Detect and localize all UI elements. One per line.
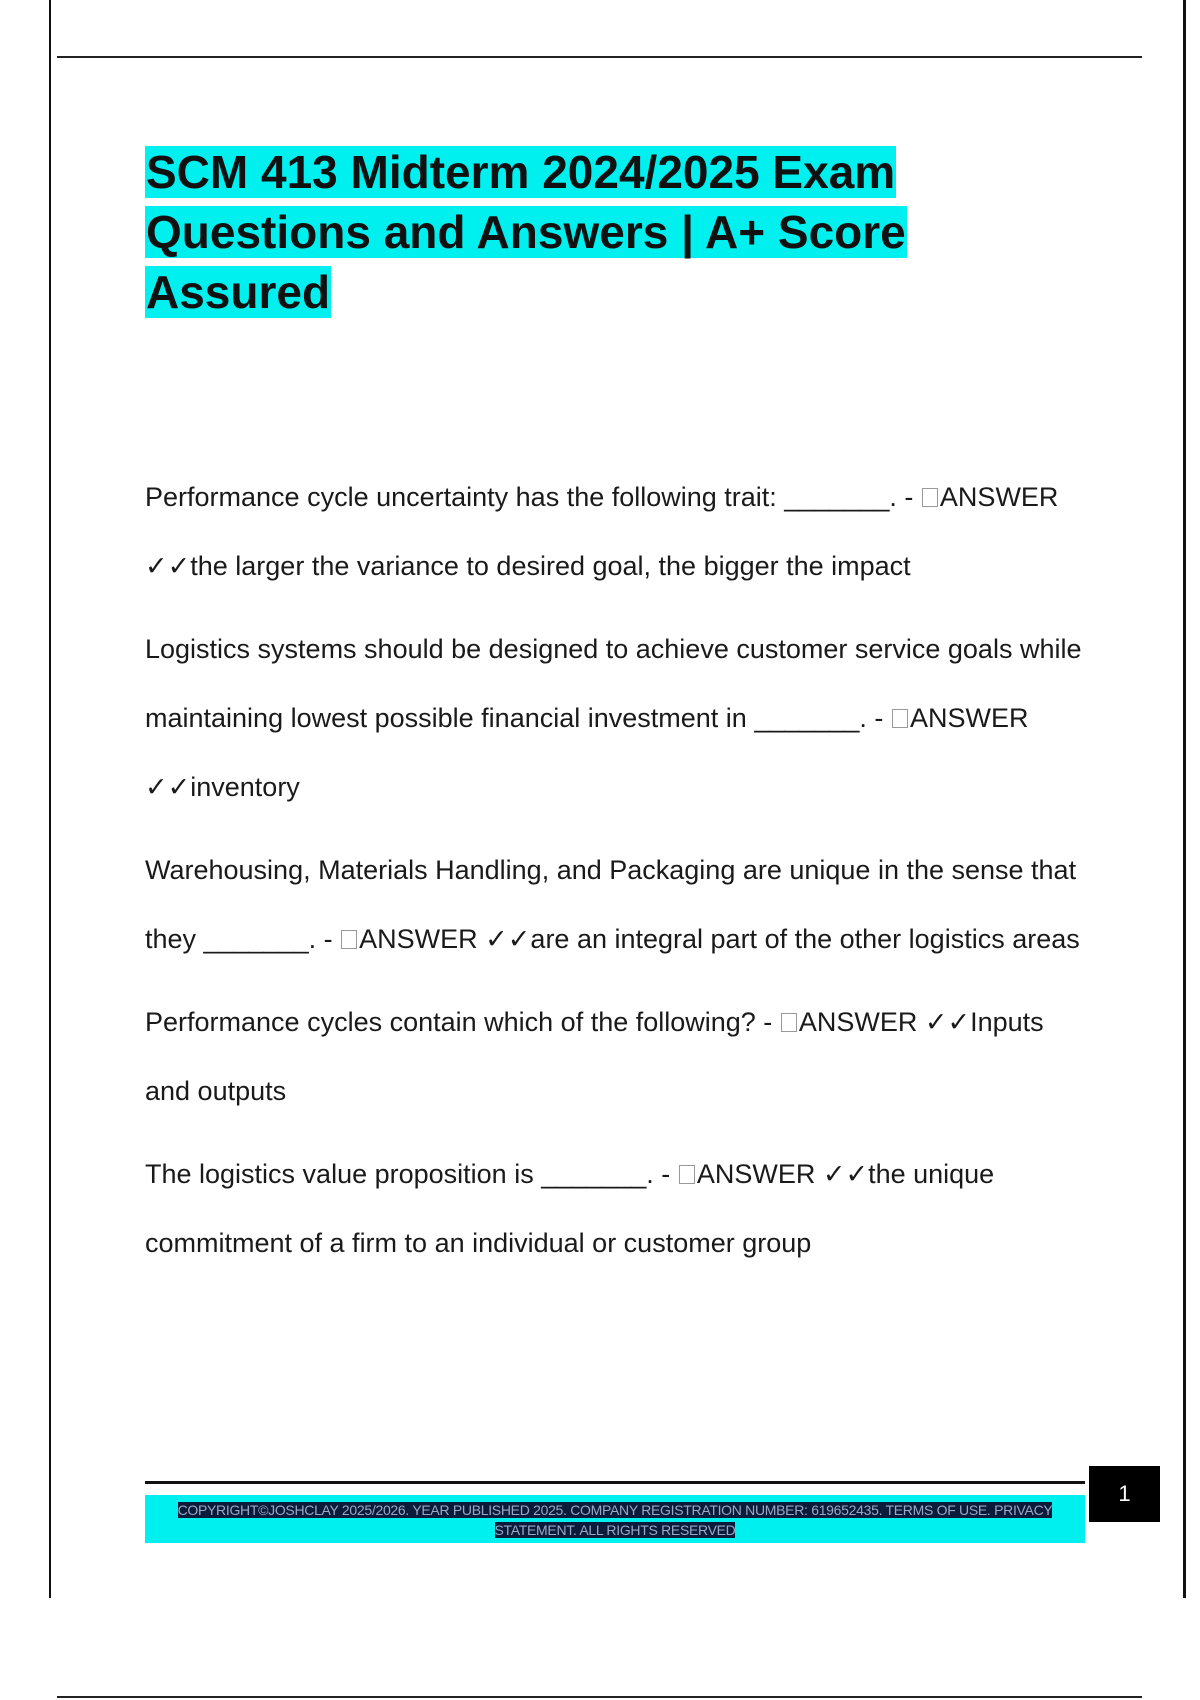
question-text: Performance cycles contain which of the following? - — [145, 1007, 780, 1037]
bottom-rule — [57, 1696, 1142, 1698]
answer-marker-icon — [679, 1165, 695, 1184]
answer-marker-icon — [922, 488, 938, 507]
answer-label: ANSWER ✓✓ — [145, 482, 1059, 581]
qa-item — [145, 615, 1095, 822]
qa-item — [145, 1140, 1095, 1278]
qa-item — [145, 463, 1095, 601]
answer-label: ANSWER ✓✓ — [798, 1007, 971, 1037]
page-border-right — [1183, 0, 1186, 1598]
answer-text: the larger the variance to desired goal, the bigger the impact — [190, 551, 911, 581]
footer-rule — [145, 1481, 1085, 1484]
top-rule — [57, 56, 1142, 58]
qa-item — [145, 836, 1095, 974]
answer-label: ANSWER ✓✓ — [145, 703, 1029, 802]
footer-copyright-text: COPYRIGHT©JOSHCLAY 2025/2026. YEAR PUBLISHED 2025. COMPANY REGISTRATION NUMBER: 619652435. TERMS OF USE. PRIVACY STATEMENT. ALL RIGHTS RESERVED — [177, 1502, 1053, 1538]
qa-item — [145, 988, 1095, 1126]
document-title — [145, 142, 1005, 322]
page-border-left — [49, 0, 51, 1598]
qa-list — [145, 463, 1095, 1292]
answer-marker-icon — [341, 930, 357, 949]
answer-marker-icon — [892, 709, 908, 728]
answer-text: inventory — [190, 772, 300, 802]
document-title-text: SCM 413 Midterm 2024/2025 Exam Questions and Answers | A+ Score Assured — [146, 146, 906, 318]
footer-copyright — [175, 1500, 1055, 1540]
question-text: Warehousing, Materials Handling, and Packaging are unique in the sense that they _______. - — [145, 855, 1077, 954]
page-number: 1 — [1089, 1466, 1160, 1522]
answer-label: ANSWER ✓✓ — [696, 1159, 869, 1189]
answer-text: Inputs and outputs — [145, 1007, 1044, 1106]
question-text: Logistics systems should be designed to achieve customer service goals while maintaining lowest possible financial investment in _______. - — [145, 634, 1082, 733]
question-text: The logistics value proposition is _______. - — [145, 1159, 678, 1189]
answer-text: are an integral part of the other logistics areas — [530, 924, 1080, 954]
answer-marker-icon — [781, 1013, 797, 1032]
question-text: Performance cycle uncertainty has the following trait: _______. - — [145, 482, 921, 512]
answer-text: the unique commitment of a firm to an individual or customer group — [145, 1159, 995, 1258]
answer-label: ANSWER ✓✓ — [359, 924, 531, 954]
